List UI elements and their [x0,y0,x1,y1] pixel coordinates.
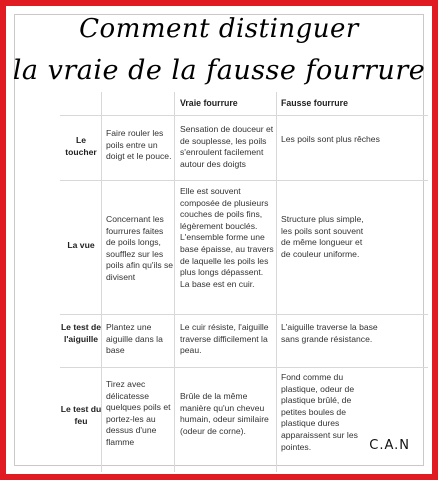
row-aiguille-method: Plantez une aiguille dans la base [106,322,163,356]
row-feu-fausse: Fond comme du plastique, odeur de plastique brûlé, de petites boules de plastique dures apparaissent sur les pointes. [281,372,358,452]
grid-hline [60,314,428,315]
row-vue-method: Concernant les fourrures faites de poils longs, soufflez sur les poils afin qu'ils se divisent [106,214,174,282]
row-feu-vraie: Brûle de la même manière qu'un cheveu humain, odeur similaire (odeur de corne). [180,391,269,436]
row-feu-method: Tirez avec délicatesse quelques poils et portez-les au dessus d'une flamme [106,379,171,447]
row-label-feu: Le test du feu [60,404,102,426]
title-line-2: la vraie de la fausse fourrure [12,55,426,86]
row-vue-fausse: Structure plus simple, les poils sont souvent de même longueur et de couleur uniforme. [281,214,364,259]
header-fausse-fourrure: Fausse fourrure [281,98,348,108]
row-toucher-method: Faire rouler les poils entre un doigt et le pouce. [106,128,172,162]
signature: C.A.N [369,438,410,453]
row-toucher-vraie: Sensation de douceur et de souplesse, les poils s'enroulent facilement autour des doigts [180,124,274,169]
grid-hline [60,180,428,181]
grid-hline [60,115,428,116]
row-label-vue: La vue [67,240,95,250]
row-label-toucher: Le toucher [65,135,97,157]
row-toucher-fausse: Les poils sont plus rêches [281,134,380,144]
row-label-aiguille: Le test de l'aiguille [60,322,102,344]
row-aiguille-vraie: Le cuir résiste, l'aiguille traverse difficilement la peau. [180,322,269,356]
row-vue-vraie: Elle est souvent composée de plusieurs couches de poils fins, légèrement bouclés. L'ensemble forme une base épaisse, au travers de laquelle les poils les plus longs dépassent. La base est en cuir. [180,186,274,289]
grid-vline [276,92,277,472]
row-aiguille-fausse: L'aiguille traverse la base sans grande résistance. [281,322,378,344]
grid-hline [60,367,428,368]
grid-vline [174,92,175,472]
header-vraie-fourrure: Vraie fourrure [180,98,238,108]
title-line-1: Comment distinguer [79,14,359,44]
